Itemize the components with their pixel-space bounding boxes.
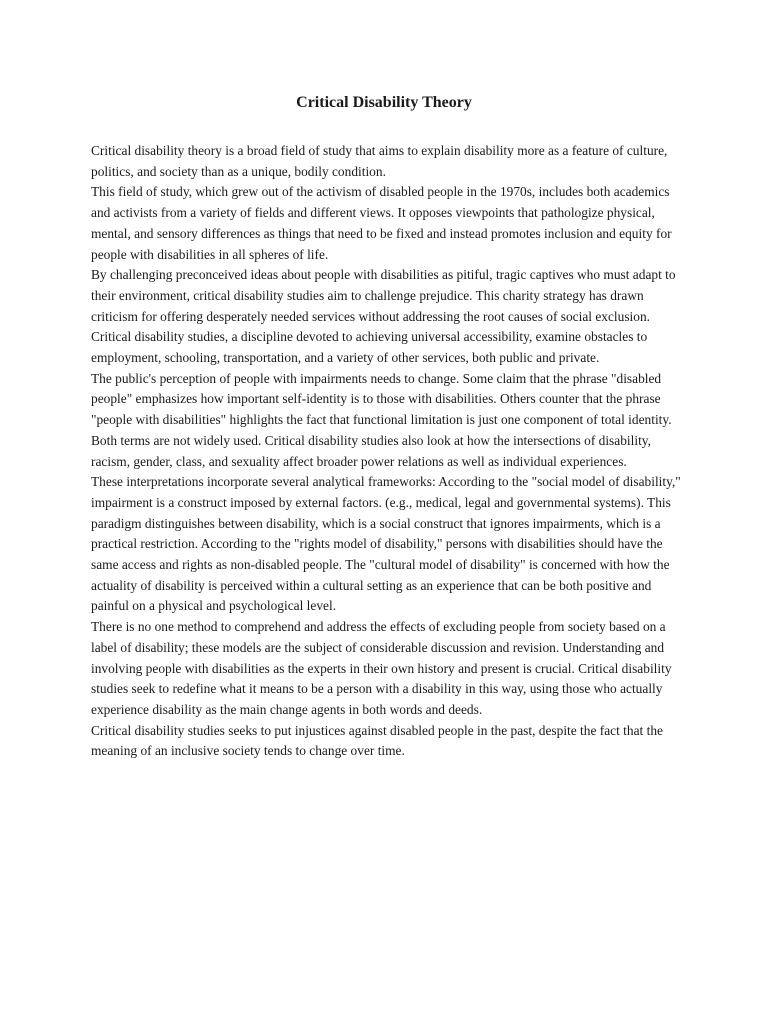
paragraph-6: There is no one method to comprehend and address the effects of excluding people from society based on a label of disability; these models are the subject of considerable discussion and revision. Understanding and involving people with disabilities as the experts in their own history and present is crucial. Critical disability studies seek to redefine what it means to be a person with a disability in this way, using those who actually experience disability as the main change agents in both words and deeds. xyxy=(91,619,672,717)
paragraph-3: By challenging preconceived ideas about people with disabilities as pitiful, tragic captives who must adapt to their environment, critical disability studies aim to challenge prejudice. This charity strategy has drawn criticism for offering desperately needed services without addressing the root causes of social exclusion. Critical disability studies, a discipline devoted to achieving universal accessibility, examine obstacles to employment, schooling, transportation, and a variety of other services, both public and private. xyxy=(91,267,676,366)
document-body xyxy=(91,141,691,762)
paragraph-7: Critical disability studies seeks to put injustices against disabled people in the past, despite the fact that the meaning of an inclusive society tends to change over time. xyxy=(91,722,663,759)
document-title: Critical Disability Theory xyxy=(296,94,472,111)
paragraph-5: These interpretations incorporate several analytical frameworks: According to the "social model of disability," impairment is a construct imposed by external factors. (e.g., medical, legal and governmental systems). This paradigm distinguishes between disability, which is a social construct that ignores impairments, which is a practical restriction. According to the "rights model of disability," persons with disabilities should have the same access and rights as non-disabled people. The "cultural model of disability" is concerned with how the actuality of disability is perceived within a cultural setting as an experience that can be both positive and painful on a physical and psychological level. xyxy=(91,474,681,614)
paragraph-2: This field of study, which grew out of the activism of disabled people in the 1970s, includes both academics and activists from a variety of fields and different views. It opposes viewpoints that pathologize physical, mental, and sensory differences as things that need to be fixed and instead promotes inclusion and equity for people with disabilities in all spheres of life. xyxy=(91,184,672,262)
paragraph-4: The public's perception of people with impairments needs to change. Some claim that the phrase "disabled people" emphasizes how important self-identity is to those with disabilities. Others counter that the phrase "people with disabilities" highlights the fact that functional limitation is just one component of total identity. Both terms are not widely used. Critical disability studies also look at how the intersections of disability, racism, gender, class, and sexuality affect broader power relations as well as individual experiences. xyxy=(91,370,672,469)
paragraph-1: Critical disability theory is a broad field of study that aims to explain disability more as a feature of culture, politics, and society than as a unique, bodily condition. xyxy=(91,143,668,179)
